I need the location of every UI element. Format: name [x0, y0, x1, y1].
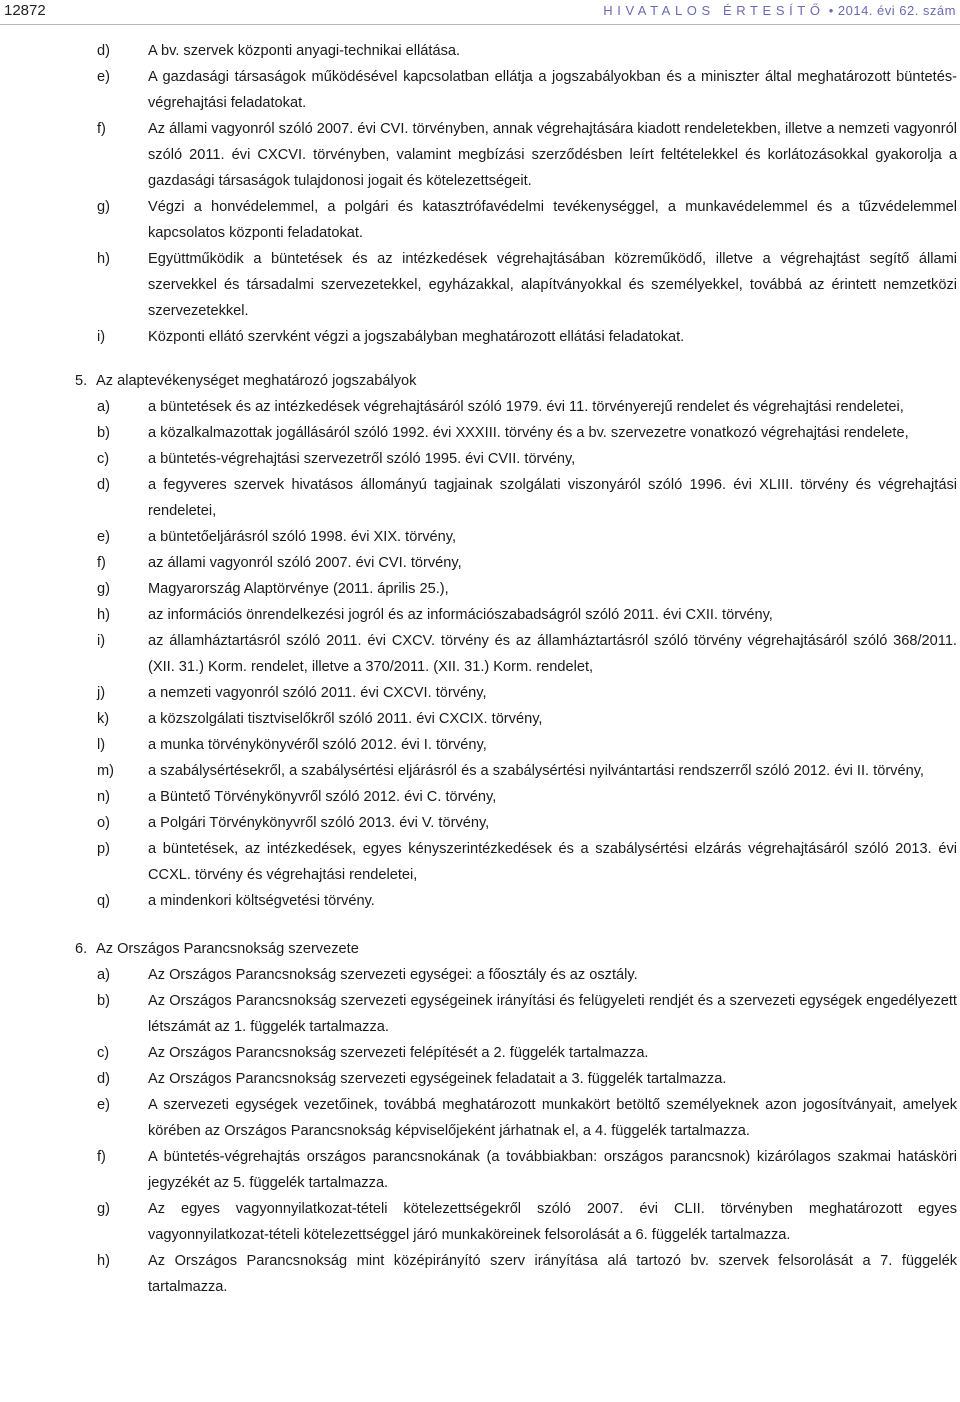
list-item-label: g)	[97, 199, 110, 215]
list-item-label: a)	[97, 967, 110, 983]
list-item	[0, 628, 960, 680]
page-header	[0, 0, 960, 24]
list-item	[0, 602, 960, 628]
list-item-text: A gazdasági társaságok működésével kapcsolatban ellátja a jogszabályokban és a miniszter által meghatározott büntetés-végrehajtási feladatokat.	[148, 69, 957, 111]
list-item-label: i)	[97, 633, 106, 649]
list-item-label: f)	[97, 121, 106, 137]
list-item	[0, 1248, 960, 1300]
list-item-label: f)	[97, 1149, 106, 1165]
list-item-label: m)	[97, 763, 115, 779]
list-item-label: h)	[97, 1253, 110, 1269]
list-item-label: d)	[97, 43, 110, 59]
list-item-text: a fegyveres szervek hivatásos állományú tagjainak szolgálati viszonyáról szóló 1996. évi XLIII. törvény és végrehajtási rendeletei,	[148, 477, 957, 519]
list-item-text: az államháztartásról szóló 2011. évi CXCV. törvény és az államháztartásról szóló törvény végrehajtásáról szóló 368/2011. (XII. 31.) Korm. rendelet, illetve a 370/2011. (XII. 31.) Korm. rendelet,	[148, 633, 957, 675]
section-title: Az Országos Parancsnokság szervezete	[96, 941, 359, 957]
list-item-text: a mindenkori költségvetési törvény.	[148, 893, 375, 909]
page-number: 12872	[4, 2, 46, 19]
list-item-label: c)	[97, 451, 110, 467]
list-item	[0, 446, 960, 472]
issue-number: 2014. évi 62. szám	[837, 3, 956, 18]
list-item	[0, 116, 960, 194]
list-item	[0, 962, 960, 988]
list-item-text: Az Országos Parancsnokság szervezeti egységeinek feladatait a 3. függelék tartalmazza.	[148, 1071, 727, 1087]
list-item-label: c)	[97, 1045, 110, 1061]
list-item	[0, 38, 960, 64]
list-top	[0, 38, 960, 350]
list-item-text: a büntetések és az intézkedések végrehajtásáról szóló 1979. évi 11. törvényerejű rendelet és végrehajtási rendeletei,	[148, 399, 904, 415]
list-item	[0, 888, 960, 914]
list-item	[0, 64, 960, 116]
list-item	[0, 732, 960, 758]
list-item-label: g)	[97, 1201, 110, 1217]
list-item-text: a közszolgálati tisztviselőkről szóló 2011. évi CXCIX. törvény,	[148, 711, 543, 727]
list-item-label: g)	[97, 581, 110, 597]
list-item-label: i)	[97, 329, 106, 345]
list-item	[0, 1040, 960, 1066]
list-item	[0, 810, 960, 836]
section-5-heading	[0, 368, 960, 394]
list-item-text: a büntetések, az intézkedések, egyes kényszerintézkedések és a szabálysértési elzárás végrehajtásáról szóló 2013. évi CCXL. törvény és végrehajtási rendeletei,	[148, 841, 957, 883]
list-item-text: az információs önrendelkezési jogról és az információszabadságról szóló 2011. évi CXII. törvény,	[148, 607, 773, 623]
list-item-text: Az Országos Parancsnokság szervezeti felépítését a 2. függelék tartalmazza.	[148, 1045, 649, 1061]
list-item	[0, 1144, 960, 1196]
list-item-label: j)	[97, 685, 106, 701]
list-item-text: a büntetőeljárásról szóló 1998. évi XIX. törvény,	[148, 529, 456, 545]
header-rule	[0, 24, 960, 25]
list-item	[0, 524, 960, 550]
list-item	[0, 1066, 960, 1092]
list-item-label: d)	[97, 1071, 110, 1087]
list-item-text: Az Országos Parancsnokság mint középirányító szerv irányítása alá tartozó bv. szervek felsorolását a 7. függelék tartalmazza.	[148, 1253, 957, 1295]
list-item-text: a nemzeti vagyonról szóló 2011. évi CXCVI. törvény,	[148, 685, 487, 701]
list-item-text: az állami vagyonról szóló 2007. évi CVI. törvény,	[148, 555, 462, 571]
section-6-list	[0, 962, 960, 1300]
list-item-text: Az állami vagyonról szóló 2007. évi CVI. törvényben, annak végrehajtására kiadott rendeletekben, illetve a nemzeti vagyonról szóló 2011. évi CXCVI. törvényben, valamint megbízási szerződésben leírt feltételekkel és korlátozásokkal gyakorolja a gazdasági társaságok tulajdonosi jogait és kötelezettségeit.	[148, 121, 957, 189]
list-item	[0, 706, 960, 732]
list-item-text: Együttműködik a büntetések és az intézkedések végrehajtásában közreműködő, illetve a végrehajtást segítő állami szervekkel és társadalmi szervezetekkel, egyházakkal, alapítványokkal és személyekkel, továbbá az érintett nemzetközi szervezetekkel.	[148, 251, 957, 319]
list-item-label: q)	[97, 893, 110, 909]
list-item-label: a)	[97, 399, 110, 415]
list-item-text: A szervezeti egységek vezetőinek, továbbá meghatározott munkakört betöltő személyeknek azon jogosítványait, amelyek körében az Országos Parancsnokság képviselőjeként járhatnak el, a 4. függelék tartalmazza.	[148, 1097, 957, 1139]
list-item-text: a Büntető Törvénykönyvről szóló 2012. évi C. törvény,	[148, 789, 497, 805]
list-item-label: e)	[97, 1097, 110, 1113]
journal-info	[603, 3, 956, 18]
list-item	[0, 680, 960, 706]
page-content	[0, 38, 960, 1300]
section-number: 5.	[75, 373, 88, 389]
list-item-label: l)	[97, 737, 106, 753]
list-item-text: A bv. szervek központi anyagi-technikai ellátása.	[148, 43, 461, 59]
list-item-text: a büntetés-végrehajtási szervezetről szóló 1995. évi CVII. törvény,	[148, 451, 576, 467]
list-item	[0, 472, 960, 524]
section-6-heading	[0, 936, 960, 962]
list-item	[0, 988, 960, 1040]
list-item	[0, 194, 960, 246]
list-item-text: a közalkalmazottak jogállásáról szóló 1992. évi XXXIII. törvény és a bv. szervezetre vonatkozó végrehajtási rendelete,	[148, 425, 909, 441]
list-item	[0, 420, 960, 446]
list-item	[0, 784, 960, 810]
list-item	[0, 758, 960, 784]
list-item	[0, 550, 960, 576]
list-item-text: Végzi a honvédelemmel, a polgári és katasztrófavédelmi tevékenységgel, a munkavédelemmel és a tűzvédelemmel kapcsolatos központi feladatokat.	[148, 199, 957, 241]
list-item-text: a szabálysértésekről, a szabálysértési eljárásról és a szabálysértési nyilvántartási rendszerről szóló 2012. évi II. törvény,	[148, 763, 924, 779]
list-item-label: h)	[97, 607, 110, 623]
list-item-label: b)	[97, 993, 110, 1009]
list-item	[0, 576, 960, 602]
list-item-label: b)	[97, 425, 110, 441]
list-item-text: Magyarország Alaptörvénye (2011. április 25.),	[148, 581, 449, 597]
list-item-label: n)	[97, 789, 110, 805]
section-5-list	[0, 394, 960, 914]
list-item	[0, 836, 960, 888]
list-item-text: Az Országos Parancsnokság szervezeti egységeinek irányítási és felügyeleti rendjét és a szervezeti egységek engedélyezett létszámát az 1. függelék tartalmazza.	[148, 993, 957, 1035]
journal-title: HIVATALOS ÉRTESÍTŐ	[603, 3, 825, 18]
list-item-label: d)	[97, 477, 110, 493]
list-item-text: Az egyes vagyonnyilatkozat-tételi kötelezettségekről szóló 2007. évi CLII. törvényben meghatározott egyes vagyonnyilatkozat-tételi kötelezettséggel járó munkaköreinek felsorolását a 6. függelék tartalmazza.	[148, 1201, 957, 1243]
list-item-text: A büntetés-végrehajtás országos parancsnokának (a továbbiakban: országos parancsnok) kizárólagos szakmai hatásköri jegyzékét az 5. függelék tartalmazza.	[148, 1149, 957, 1191]
list-item	[0, 394, 960, 420]
list-item-text: Központi ellátó szervként végzi a jogszabályban meghatározott ellátási feladatokat.	[148, 329, 685, 345]
list-item-label: h)	[97, 251, 110, 267]
list-item	[0, 246, 960, 324]
list-item-label: k)	[97, 711, 110, 727]
list-item-label: o)	[97, 815, 110, 831]
list-item-text: a Polgári Törvénykönyvről szóló 2013. évi V. törvény,	[148, 815, 490, 831]
list-item-label: e)	[97, 69, 110, 85]
list-item-label: p)	[97, 841, 110, 857]
list-item-label: f)	[97, 555, 106, 571]
list-item	[0, 1092, 960, 1144]
list-item-text: Az Országos Parancsnokság szervezeti egységei: a főosztály és az osztály.	[148, 967, 638, 983]
list-item	[0, 1196, 960, 1248]
header-separator: •	[828, 3, 834, 18]
list-item	[0, 324, 960, 350]
list-item-text: a munka törvénykönyvéről szóló 2012. évi I. törvény,	[148, 737, 487, 753]
section-title: Az alaptevékenységet meghatározó jogszabályok	[96, 373, 417, 389]
section-number: 6.	[75, 941, 88, 957]
list-item-label: e)	[97, 529, 110, 545]
